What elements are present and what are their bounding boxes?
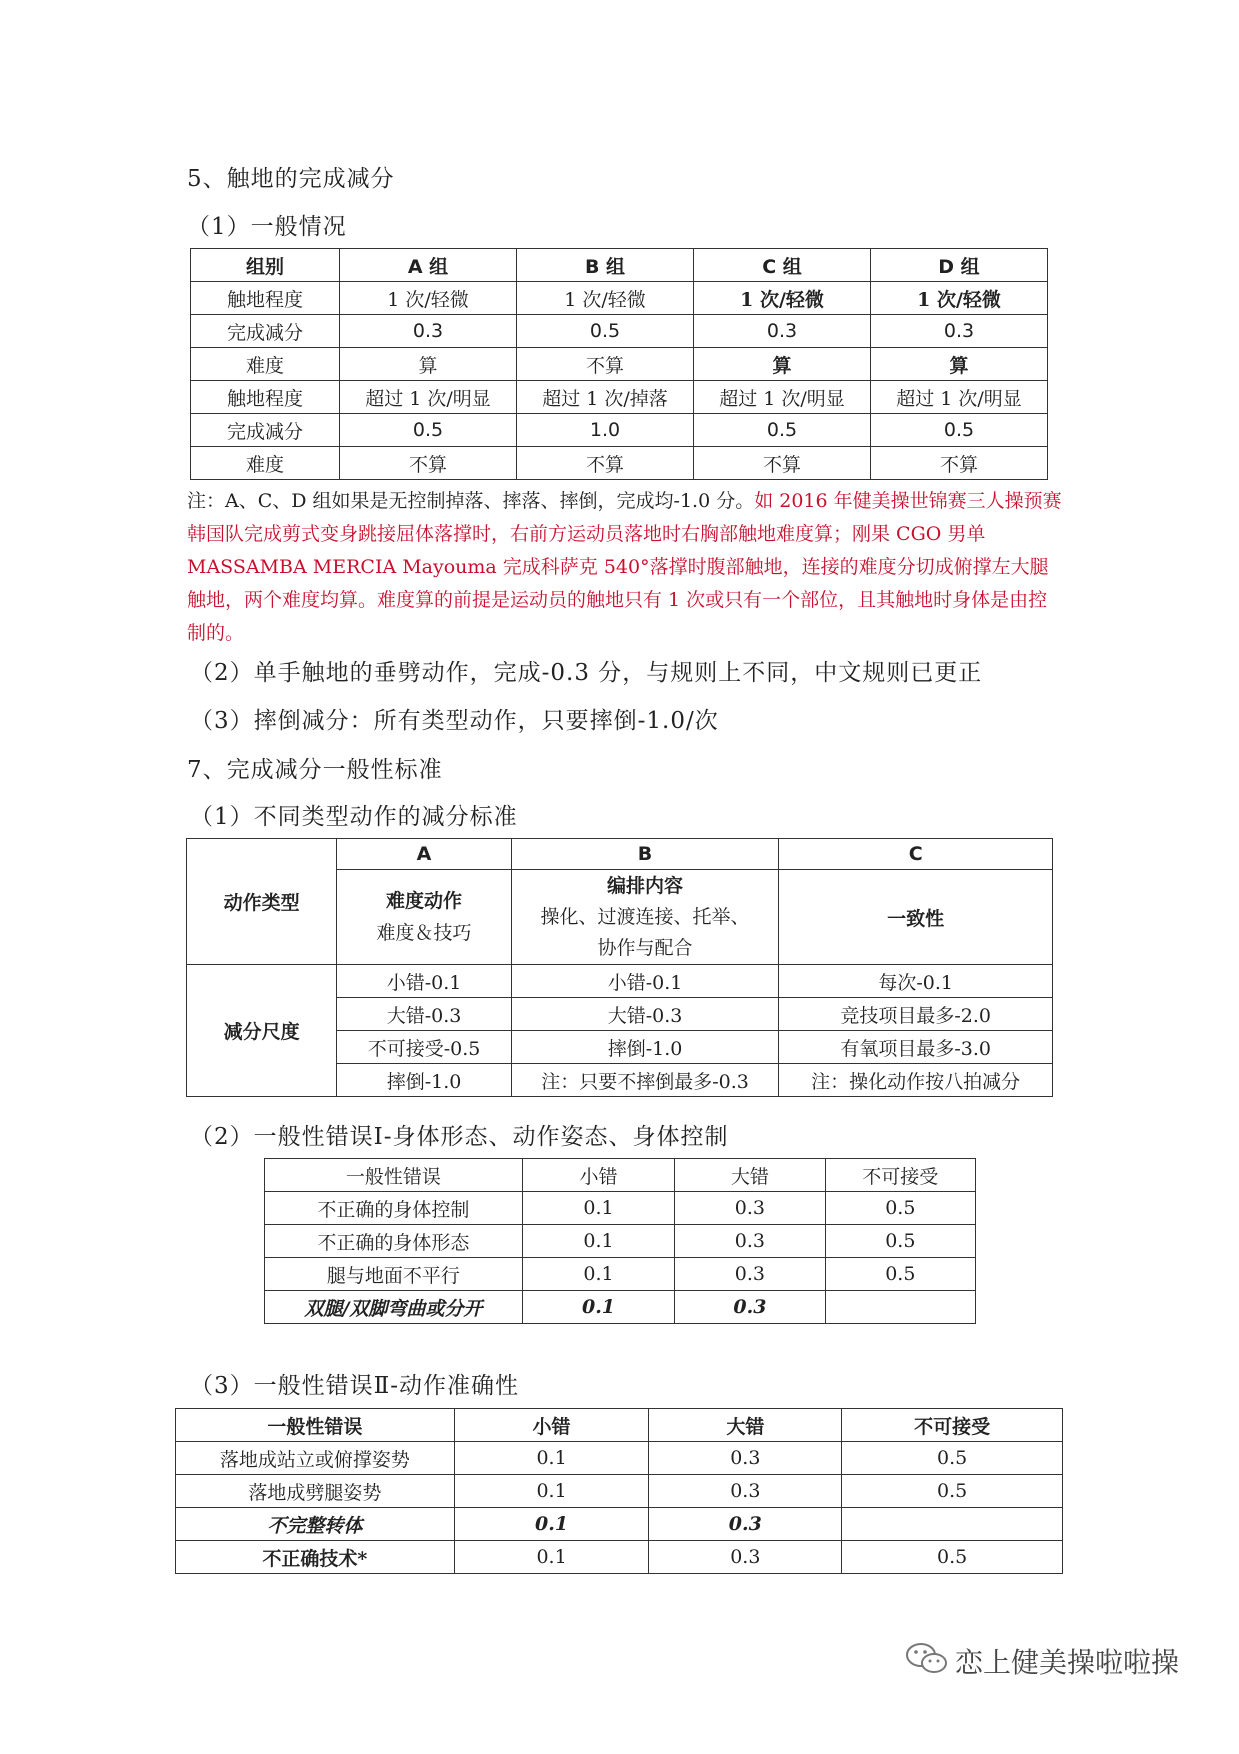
header-cell: 小错 [454,1409,649,1442]
table-row [265,1225,976,1258]
table-cell: 不正确的身体形态 [265,1225,523,1258]
table-header-row [191,249,1048,282]
col-a-desc [337,870,511,965]
section5-title: 5、触地的完成减分 [187,166,395,192]
table-cell: 大错-0.3 [511,998,779,1031]
table-cell: 0.3 [871,315,1048,348]
col-c-desc: 一致性 [779,870,1053,965]
table-row [191,282,1048,315]
table-cell: 0.3 [675,1291,825,1324]
table-row [191,381,1048,414]
table-cell: 1 次/轻微 [340,282,517,315]
table-row [265,1258,976,1291]
table-cell: 落地成劈腿姿势 [176,1475,455,1508]
a-sub: 难度＆技巧 [376,922,472,944]
table-cell: 超过 1 次/明显 [694,381,871,414]
header-cell: C 组 [694,249,871,282]
table-cell: 0.5 [825,1192,975,1225]
wechat-icon [905,1641,949,1677]
section5-sub2: （2）单手触地的垂劈动作，完成-0.3 分，与规则上不同，中文规则已更正 [190,660,983,686]
table-cell: 0.5 [842,1541,1063,1574]
row-label-deduction-scale: 减分尺度 [187,965,337,1097]
header-cell: D 组 [871,249,1048,282]
header-cell: 一般性错误 [176,1409,455,1442]
table-cell [825,1291,975,1324]
table-cell: 超过 1 次/掉落 [517,381,694,414]
table-cell: 0.1 [522,1192,674,1225]
table-cell: 1.0 [517,414,694,447]
col-b-desc [511,870,779,965]
table-cell: 大错-0.3 [337,998,511,1031]
table-row [191,315,1048,348]
table-cell: 双腿/双脚弯曲或分开 [265,1291,523,1324]
table-cell: 0.3 [649,1475,842,1508]
row-label-action-type: 动作类型 [187,839,337,965]
table-cell: 触地程度 [191,381,340,414]
table-cell: 腿与地面不平行 [265,1258,523,1291]
header-cell: 不可接受 [825,1159,975,1192]
table-cell: 0.3 [675,1225,825,1258]
table-cell: 0.3 [675,1192,825,1225]
table-cell: 0.3 [649,1541,842,1574]
table-row [191,348,1048,381]
col-letter-c: C [779,839,1053,870]
table-cell: 难度 [191,348,340,381]
table-cell: 不算 [694,447,871,480]
section5-sub1: （1）一般情况 [187,214,347,240]
col-letter-b: B [511,839,779,870]
table-row [176,1442,1063,1475]
contact-deduction-table [190,248,1048,480]
note-red-text: 如 2016 年健美操世锦赛三人操预赛韩国队完成剪式变身跳接屈体落撑时，右前方运动员落地时右胸部触地难度算；刚果 CGO 男单 MASSAMBA MERCIA Mayouma 完成科萨克 540°落撑时腹部触地，连接的难度分切成俯撑左大腿触地，两个难度均算。难度算的前提是运动员的触地只有 1 次或只有一个部位，且其触地时身体是由控制的。 [187,490,1062,644]
table-cell: 0.5 [842,1442,1063,1475]
header-cell: B 组 [517,249,694,282]
table-cell: 1 次/轻微 [517,282,694,315]
table-cell: 算 [871,348,1048,381]
table-cell: 注：只要不摔倒最多-0.3 [511,1064,779,1097]
note-black-text: 注：A、C、D 组如果是无控制掉落、摔落、摔倒，完成均-1.0 分。 [187,490,755,512]
table-cell: 0.3 [340,315,517,348]
table-cell: 摔倒-1.0 [337,1064,511,1097]
table-cell: 1 次/轻微 [871,282,1048,315]
table-cell: 不完整转体 [176,1508,455,1541]
table-header-row [265,1159,976,1192]
table-row [176,1508,1063,1541]
table-cell: 不可接受-0.5 [337,1031,511,1064]
deduction-standard-table [186,838,1053,1097]
table-cell: 不算 [340,447,517,480]
section7-sub2: （2）一般性错误Ⅰ-身体形态、动作姿态、身体控制 [190,1124,729,1150]
table-cell: 小错-0.1 [337,965,511,998]
table-row [187,965,1053,998]
table-cell: 每次-0.1 [779,965,1053,998]
table-cell: 0.5 [842,1475,1063,1508]
header-cell: A 组 [340,249,517,282]
table-cell: 0.3 [649,1442,842,1475]
table-cell: 注：操化动作按八拍减分 [779,1064,1053,1097]
table-cell: 落地成站立或俯撑姿势 [176,1442,455,1475]
table-header-row [176,1409,1063,1442]
table-cell: 超过 1 次/明显 [871,381,1048,414]
header-cell: 大错 [649,1409,842,1442]
table-cell: 0.1 [454,1541,649,1574]
table-cell: 0.5 [871,414,1048,447]
table-row [176,1541,1063,1574]
table-cell: 算 [340,348,517,381]
table-cell: 0.5 [340,414,517,447]
table-cell: 不算 [871,447,1048,480]
table-cell: 有氧项目最多-3.0 [779,1031,1053,1064]
table-cell: 1 次/轻微 [694,282,871,315]
table-cell: 小错-0.1 [511,965,779,998]
table-cell: 0.1 [454,1508,649,1541]
b-title: 编排内容 [607,874,684,897]
table-cell: 0.1 [454,1442,649,1475]
table-cell: 摔倒-1.0 [511,1031,779,1064]
table-cell: 0.5 [694,414,871,447]
table-cell: 算 [694,348,871,381]
col-letter-a: A [337,839,511,870]
b-sub1: 操化、过渡连接、托举、 [540,905,750,928]
table-cell: 不算 [517,447,694,480]
table-cell: 0.3 [675,1258,825,1291]
header-cell: 组别 [191,249,340,282]
table-cell: 完成减分 [191,315,340,348]
table-cell: 0.3 [649,1508,842,1541]
table-cell: 难度 [191,447,340,480]
a-title: 难度动作 [386,890,463,912]
watermark-text: 恋上健美操啦啦操 [955,1646,1180,1679]
table-cell: 0.5 [517,315,694,348]
general-error-table-2 [175,1408,1063,1574]
table-cell: 0.1 [522,1291,674,1324]
header-cell: 不可接受 [842,1409,1063,1442]
table-cell: 触地程度 [191,282,340,315]
contact-note [187,485,1062,650]
section7-sub3: （3）一般性错误Ⅱ-动作准确性 [190,1373,520,1399]
table-cell [842,1508,1063,1541]
table-cell: 不正确技术* [176,1541,455,1574]
b-sub2: 协作与配合 [597,936,693,959]
general-error-table-1 [264,1158,976,1324]
table-cell: 0.3 [694,315,871,348]
header-cell: 大错 [675,1159,825,1192]
section5-sub3: （3）摔倒减分：所有类型动作，只要摔倒-1.0/次 [190,708,719,734]
table-row [265,1192,976,1225]
section7-title: 7、完成减分一般性标准 [187,757,443,783]
table-cell: 不正确的身体控制 [265,1192,523,1225]
table-row [176,1475,1063,1508]
header-cell: 小错 [522,1159,674,1192]
table-cell: 0.1 [454,1475,649,1508]
table-cell: 0.5 [825,1258,975,1291]
table-row [191,447,1048,480]
table-cell: 超过 1 次/明显 [340,381,517,414]
table-cell: 不算 [517,348,694,381]
table-cell: 0.5 [825,1225,975,1258]
table-cell: 竞技项目最多-2.0 [779,998,1053,1031]
table-cell: 完成减分 [191,414,340,447]
header-cell: 一般性错误 [265,1159,523,1192]
table-row [191,414,1048,447]
table-cell: 0.1 [522,1258,674,1291]
section7-sub1: （1）不同类型动作的减分标准 [190,804,518,830]
table-cell: 0.1 [522,1225,674,1258]
table-row [265,1291,976,1324]
table-row [187,839,1053,870]
